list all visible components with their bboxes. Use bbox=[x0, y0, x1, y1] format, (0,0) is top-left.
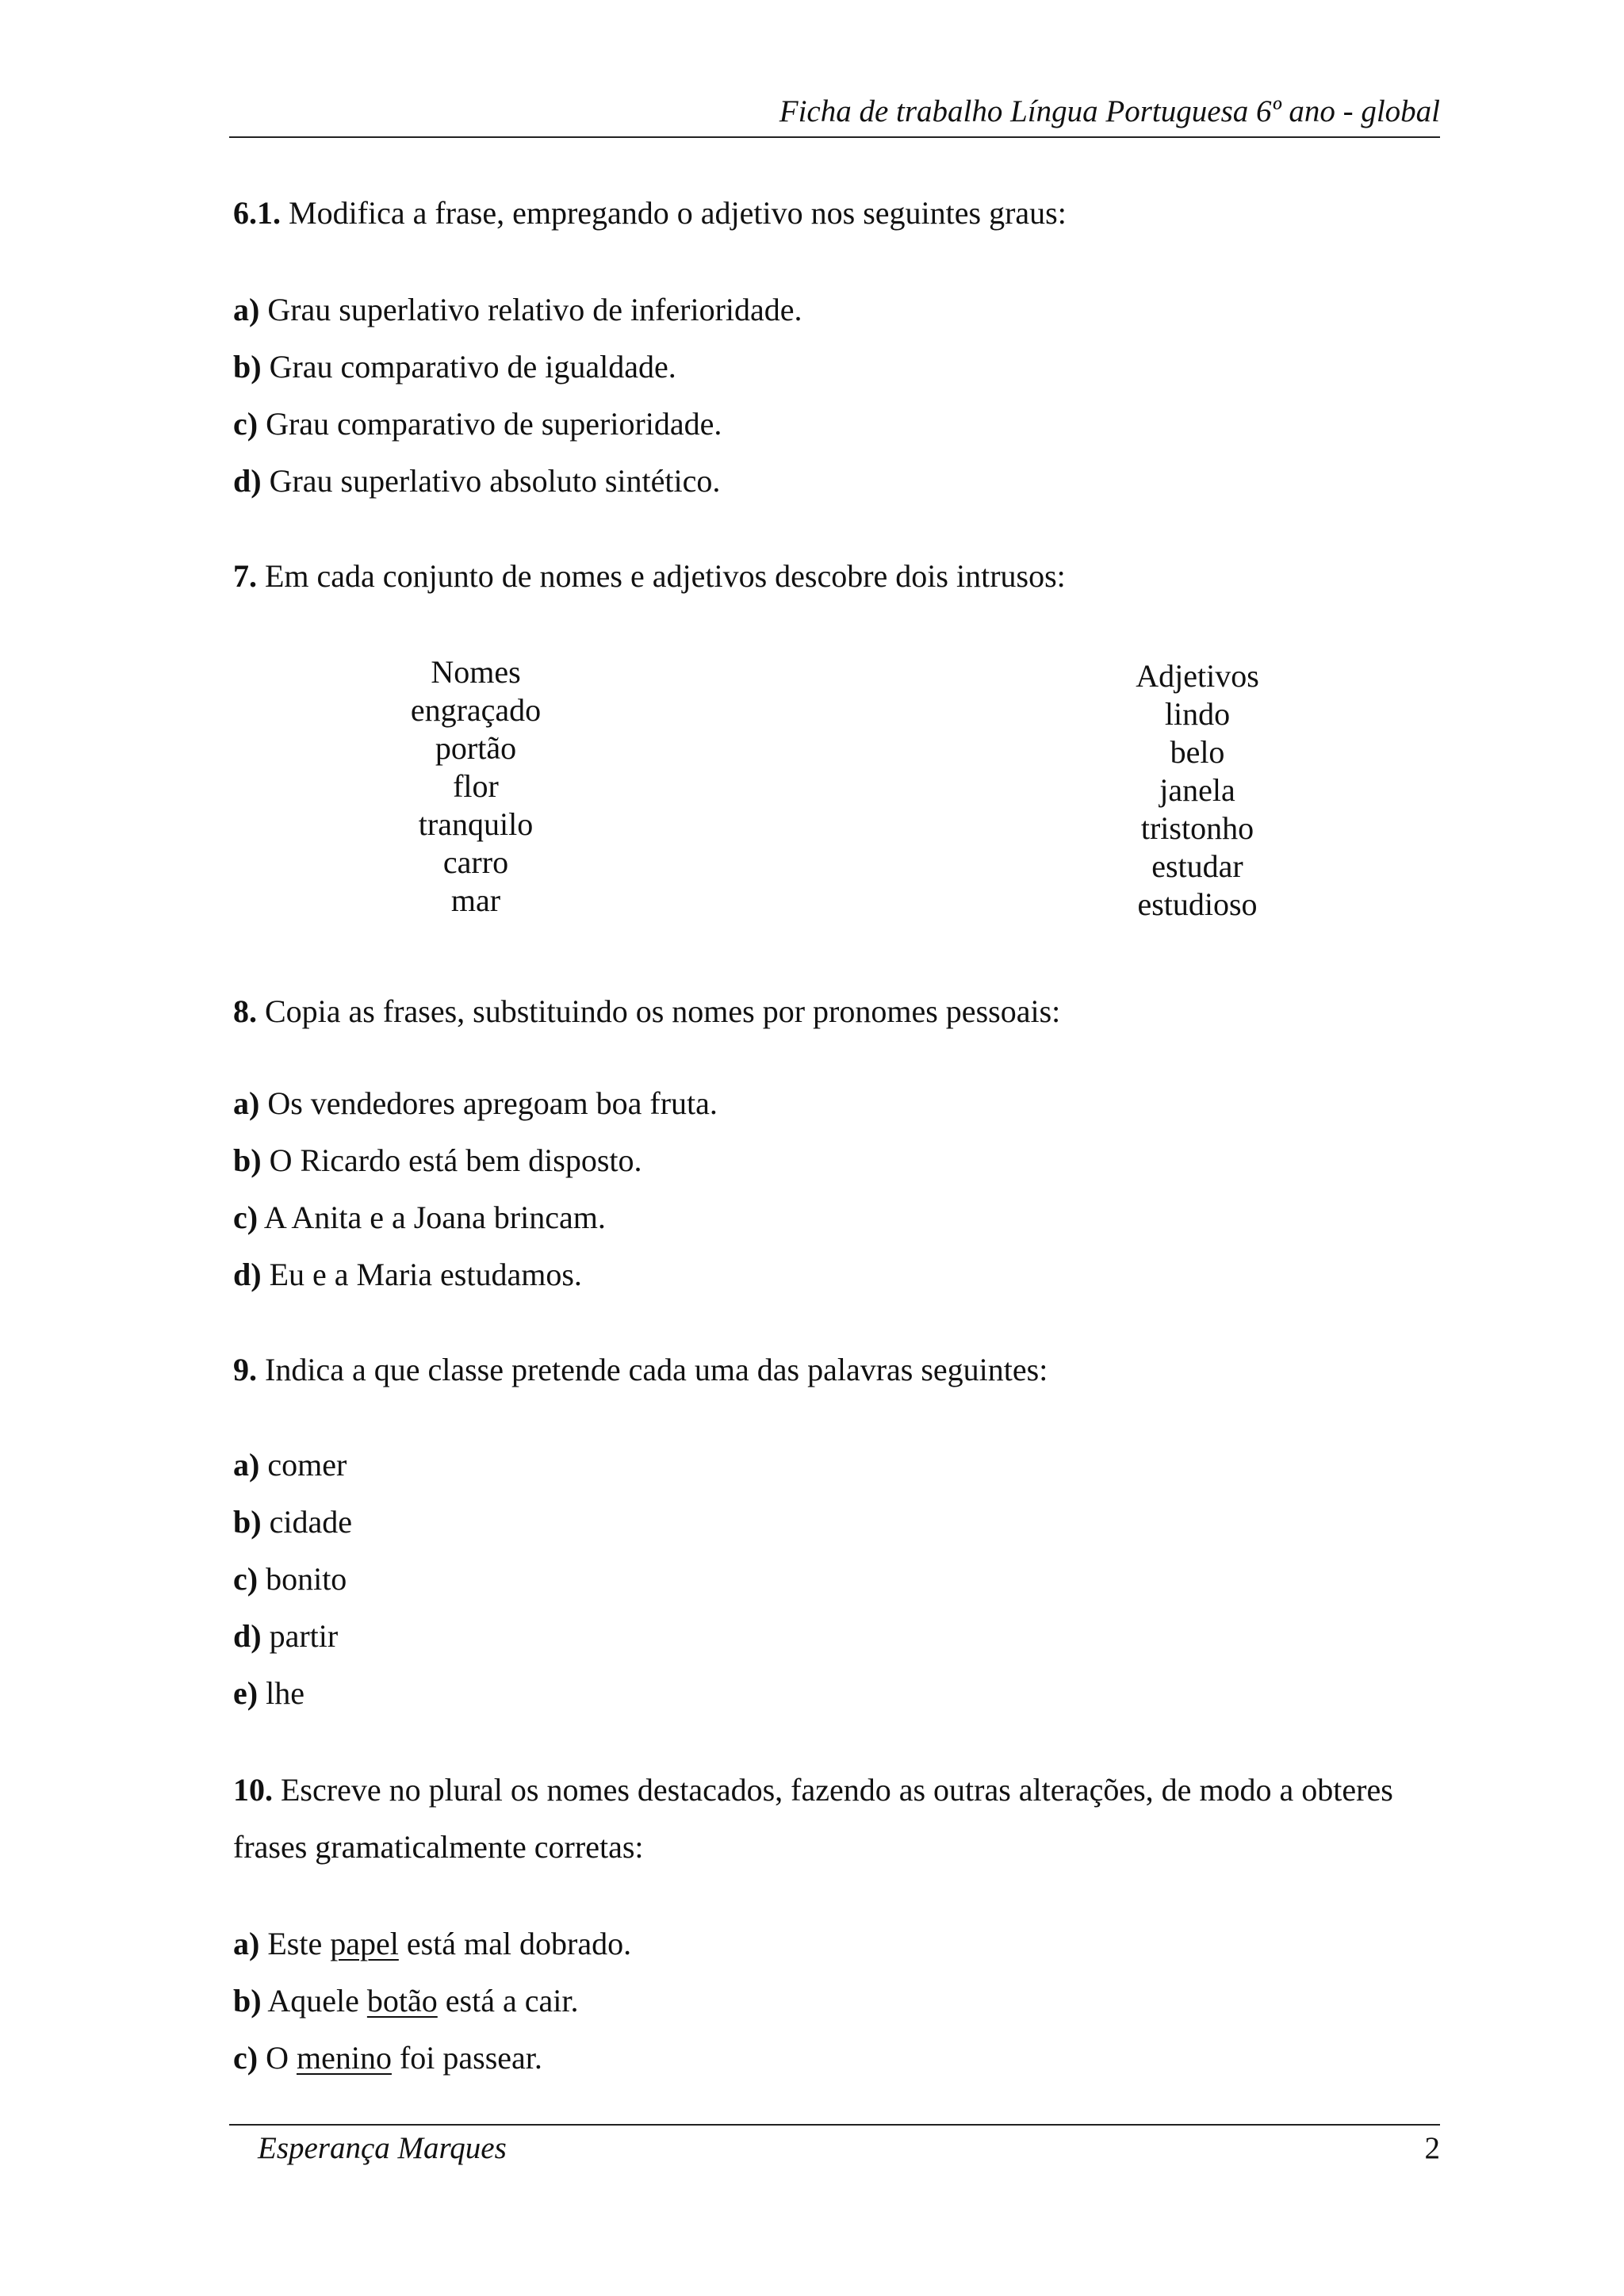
q9-item-a bbox=[233, 1445, 347, 1486]
item-label: a) bbox=[233, 1926, 260, 1961]
q8-item-c bbox=[233, 1197, 606, 1238]
q6-1-item-b bbox=[233, 346, 676, 388]
item-label: c) bbox=[233, 1561, 259, 1597]
nomes-word: portão bbox=[435, 730, 517, 766]
adjetivos-word: estudioso bbox=[1137, 886, 1258, 922]
item-text: bonito bbox=[266, 1561, 347, 1597]
highlighted-noun: papel bbox=[330, 1926, 399, 1961]
question-text: Escreve no plural os nomes destacados, fazendo as outras alterações, de modo a obteres bbox=[281, 1772, 1393, 1808]
nomes-word: tranquilo bbox=[418, 806, 534, 842]
q8-item-d bbox=[233, 1254, 582, 1295]
item-text: comer bbox=[267, 1447, 347, 1483]
footer-author: Esperança Marques bbox=[258, 2131, 507, 2165]
header-rule bbox=[229, 136, 1440, 138]
q10-item-b bbox=[233, 1980, 578, 2022]
adjetivos-column bbox=[1118, 657, 1277, 924]
q6-1-item-a bbox=[233, 289, 802, 331]
adjetivos-word: belo bbox=[1170, 734, 1225, 770]
q8-item-b bbox=[233, 1140, 642, 1181]
question-9 bbox=[233, 1349, 1048, 1391]
nomes-word: flor bbox=[453, 768, 499, 804]
item-text: Eu e a Maria estudamos. bbox=[269, 1257, 582, 1292]
q10-item-c bbox=[233, 2038, 542, 2079]
item-label: a) bbox=[233, 292, 260, 327]
item-label: b) bbox=[233, 1142, 262, 1178]
q9-item-c bbox=[233, 1559, 347, 1600]
item-label: e) bbox=[233, 1675, 259, 1711]
question-text: Modifica a frase, empregando o adjetivo nos seguintes graus: bbox=[289, 195, 1067, 231]
question-number: 8. bbox=[233, 993, 257, 1029]
item-label: a) bbox=[233, 1447, 260, 1483]
item-label: b) bbox=[233, 1504, 262, 1540]
question-number: 9. bbox=[233, 1352, 257, 1387]
item-label: c) bbox=[233, 1200, 259, 1235]
item-label: d) bbox=[233, 1618, 262, 1654]
item-label: a) bbox=[233, 1085, 260, 1121]
item-text: partir bbox=[269, 1618, 339, 1654]
footer-rule bbox=[229, 2124, 1440, 2126]
item-label: b) bbox=[233, 349, 262, 385]
nomes-word: carro bbox=[442, 844, 509, 880]
item-label: c) bbox=[233, 406, 259, 442]
item-text: lhe bbox=[266, 1675, 304, 1711]
nomes-column bbox=[396, 653, 555, 920]
item-text: Grau superlativo absoluto sintético. bbox=[269, 463, 721, 499]
item-text-after: está mal dobrado. bbox=[406, 1926, 632, 1961]
question-10-continued bbox=[233, 1827, 644, 1868]
item-text: O Ricardo está bem disposto. bbox=[269, 1142, 642, 1178]
adjetivos-word: estudar bbox=[1151, 848, 1243, 884]
page-number: 2 bbox=[1424, 2131, 1440, 2165]
question-10 bbox=[233, 1770, 1393, 1811]
q8-item-a bbox=[233, 1083, 718, 1124]
item-text-before: Este bbox=[267, 1926, 323, 1961]
item-text: Os vendedores apregoam boa fruta. bbox=[267, 1085, 718, 1121]
item-label: c) bbox=[233, 2040, 259, 2076]
highlighted-noun: menino bbox=[296, 2040, 392, 2076]
question-7 bbox=[233, 556, 1066, 597]
question-text: frases gramaticalmente corretas: bbox=[233, 1829, 644, 1865]
item-label: b) bbox=[233, 1983, 262, 2019]
q10-item-a bbox=[233, 1923, 631, 1965]
item-text-before: Aquele bbox=[267, 1983, 359, 2019]
item-label: d) bbox=[233, 463, 262, 499]
header-title: Ficha de trabalho Língua Portuguesa 6º ano - global bbox=[779, 94, 1440, 128]
nomes-heading: Nomes bbox=[431, 654, 521, 690]
item-text: Grau comparativo de superioridade. bbox=[266, 406, 722, 442]
question-number: 10. bbox=[233, 1772, 273, 1808]
q9-item-d bbox=[233, 1616, 338, 1657]
adjetivos-heading: Adjetivos bbox=[1136, 658, 1259, 694]
question-number: 7. bbox=[233, 558, 257, 594]
nomes-word: engraçado bbox=[410, 692, 542, 728]
item-label: d) bbox=[233, 1257, 262, 1292]
item-text: cidade bbox=[269, 1504, 352, 1540]
question-6-1 bbox=[233, 193, 1067, 234]
adjetivos-word: lindo bbox=[1164, 696, 1231, 732]
q6-1-item-c bbox=[233, 404, 722, 445]
question-text: Indica a que classe pretende cada uma das palavras seguintes: bbox=[265, 1352, 1048, 1387]
item-text: Grau comparativo de igualdade. bbox=[269, 349, 676, 385]
q9-item-b bbox=[233, 1502, 352, 1543]
item-text-before: O bbox=[266, 2040, 289, 2076]
nomes-word: mar bbox=[450, 882, 501, 918]
question-text: Copia as frases, substituindo os nomes por pronomes pessoais: bbox=[265, 993, 1061, 1029]
item-text-after: está a cair. bbox=[445, 1983, 579, 2019]
q6-1-item-d bbox=[233, 461, 720, 502]
item-text-after: foi passear. bbox=[399, 2040, 542, 2076]
item-text: A Anita e a Joana brincam. bbox=[263, 1200, 606, 1235]
question-text: Em cada conjunto de nomes e adjetivos descobre dois intrusos: bbox=[265, 558, 1066, 594]
item-text: Grau superlativo relativo de inferioridade. bbox=[267, 292, 802, 327]
question-8 bbox=[233, 991, 1060, 1032]
adjetivos-word: janela bbox=[1159, 772, 1235, 808]
question-number: 6.1. bbox=[233, 195, 281, 231]
adjetivos-word: tristonho bbox=[1140, 810, 1254, 846]
q9-item-e bbox=[233, 1673, 304, 1714]
highlighted-noun: botão bbox=[366, 1983, 438, 2019]
